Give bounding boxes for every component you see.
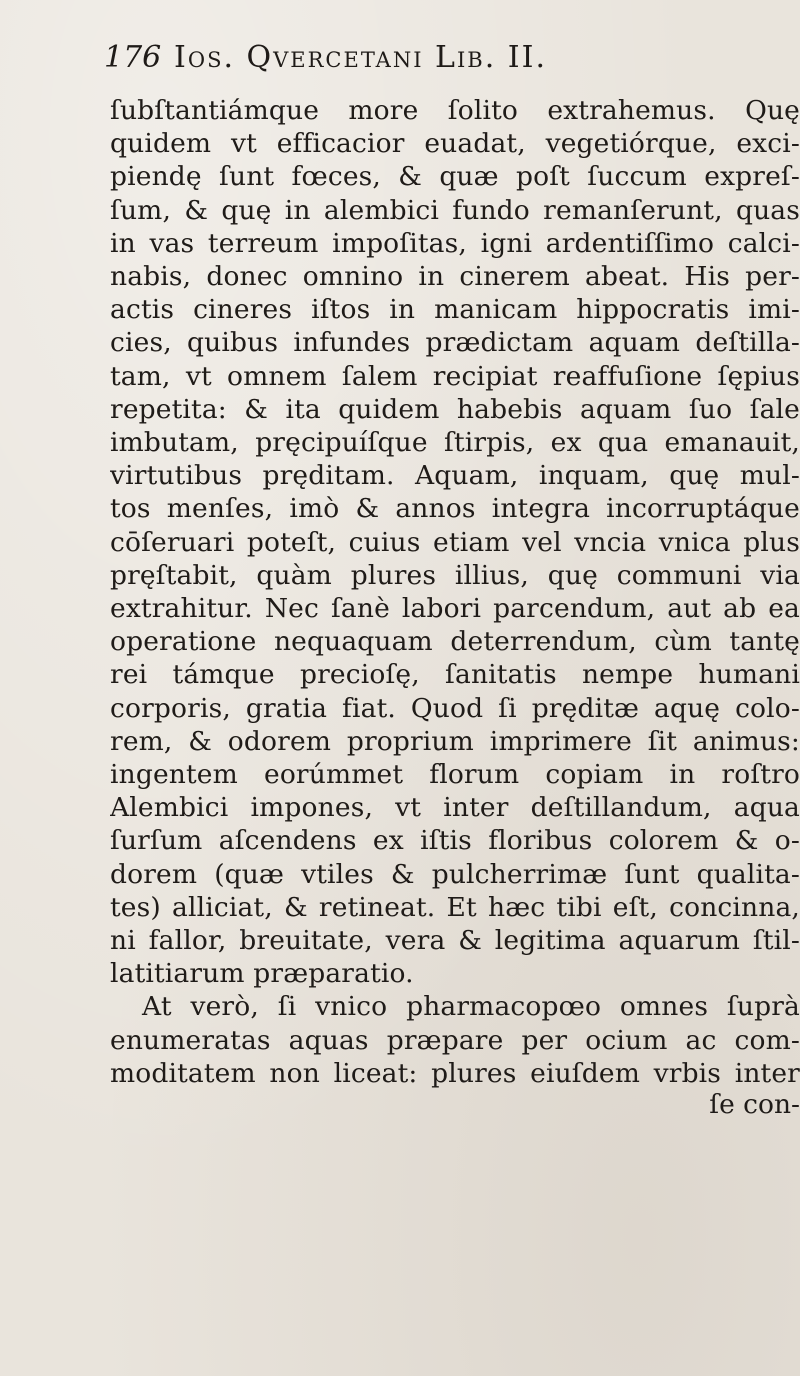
text-line: enumeratas aquas præpare per ocium ac com- xyxy=(110,1024,800,1056)
text-line: repetita: & ita quidem habebis aquam ſuo ſale xyxy=(110,393,800,425)
text-line: dorem (quæ vtiles & pulcherrimæ ſunt qualita- xyxy=(110,858,800,890)
text-line: ingentem eorúmmet florum copiam in roſtro xyxy=(110,759,800,791)
page-number: 176 xyxy=(104,40,162,75)
text-line: piendę ſunt fœces, & quæ poſt ſuccum expreſ- xyxy=(110,161,800,193)
text-line: operatione nequaquam deterrendum, cùm tantę xyxy=(110,626,800,658)
text-line: cies, quibus infundes prædictam aquam deſtilla- xyxy=(110,327,800,359)
text-line: moditatem non liceat: plures eiuſdem vrbis inter xyxy=(110,1057,800,1089)
text-line: ſubſtantiámque more ſolito extrahemus. Quę xyxy=(110,95,800,126)
catchword: ſe con- xyxy=(709,1089,800,1121)
running-head: Ios. Qvercetani Lib. II. xyxy=(174,40,548,75)
text-line: rei támque precioſę, ſanitatis nempe humani xyxy=(110,659,800,691)
page-header xyxy=(104,40,760,84)
text-line: quidem vt efficacior euadat, vegetiórque, exci- xyxy=(110,128,800,160)
text-line: virtutibus pręditam. Aquam, inquam, quę mul- xyxy=(110,460,800,492)
text-line: nabis, donec omnino in cinerem abeat. His per- xyxy=(110,261,800,293)
text-line: extrahitur. Nec ſanè labori parcendum, aut ab ea xyxy=(110,593,800,625)
text-line: imbutam, pręcipuíſque ſtirpis, ex qua emanauit, xyxy=(110,427,800,459)
text-line: tes) alliciat, & retineat. Et hæc tibi eſt, concinna, xyxy=(110,891,800,923)
text-line: ni fallor, breuitate, vera & legitima aquarum ſtil- xyxy=(110,925,800,957)
text-line: cōſeruari poteſt, cuius etiam vel vncia vnica plus xyxy=(110,526,800,558)
text-line: corporis, gratia fiat. Quod ſi pręditæ aquę colo- xyxy=(110,692,800,724)
text-line: ſum, & quę in alembici fundo remanſerunt, quas xyxy=(110,194,800,226)
body-text xyxy=(110,94,800,1090)
text-line: rem, & odorem proprium imprimere ſit animus: xyxy=(110,725,800,757)
text-line: ſurſum aſcendens ex iſtis floribus colorem & o- xyxy=(110,825,800,857)
text-line: pręſtabit, quàm plures illius, quę communi via xyxy=(110,559,800,591)
text-line: Alembici impones, vt inter deſtillandum, aqua xyxy=(110,792,800,824)
text-line: tam, vt omnem ſalem recipiat reaffuſione ſępius xyxy=(110,360,800,392)
text-line: tos menſes, imò & annos integra incorruptáque xyxy=(110,493,800,525)
text-line: actis cineres iſtos in manicam hippocratis imi- xyxy=(110,294,800,326)
text-line: in vas terreum impoſitas, igni ardentiſſimo calci- xyxy=(110,227,800,259)
text-line: latitiarum præparatio. xyxy=(110,958,414,990)
text-line: At verò, ſi vnico pharmacopœo omnes ſuprà xyxy=(142,991,800,1023)
